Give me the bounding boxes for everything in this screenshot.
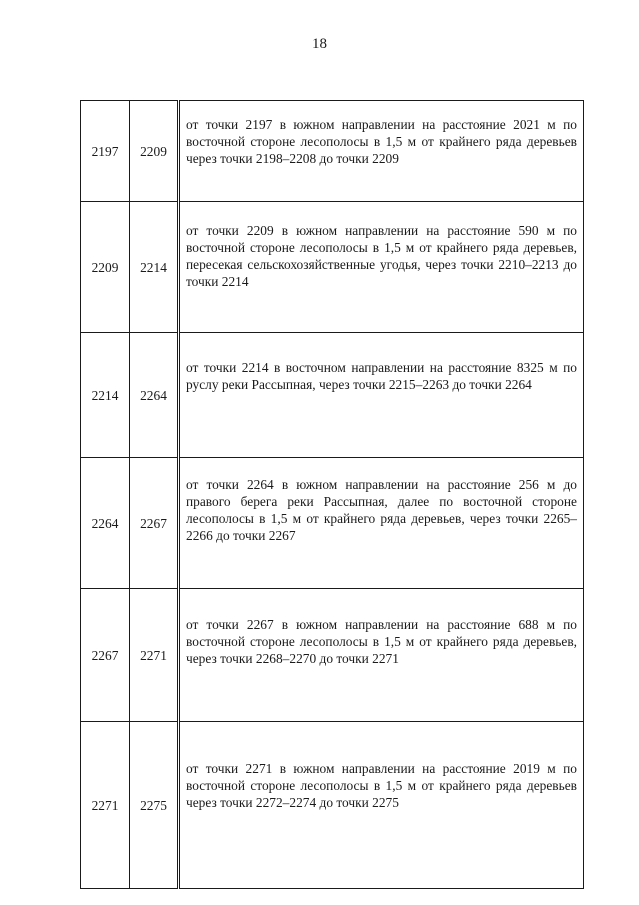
table-row bbox=[81, 202, 584, 333]
table-row bbox=[81, 458, 584, 589]
to-point-cell: 2267 bbox=[130, 458, 179, 589]
description-text: от точки 2271 в южном направлении на расстояние 2019 м по восточной стороне лесополосы в 1,5 м от крайнего ряда деревьев через точки 2272–2274 до точки 2275 bbox=[186, 761, 577, 810]
from-point-cell: 2209 bbox=[81, 202, 130, 333]
to-point-cell: 2275 bbox=[130, 722, 179, 889]
boundary-points-table bbox=[80, 100, 584, 889]
table-row bbox=[81, 589, 584, 722]
description-text: от точки 2267 в южном направлении на расстояние 688 м по восточной стороне лесополосы в 1,5 м от крайнего ряда деревьев, через точки 2268–2270 до точки 2271 bbox=[186, 617, 577, 666]
description-text: от точки 2264 в южном направлении на расстояние 256 м до правого берега реки Рассыпная, далее по восточной стороне лесополосы в 1,5 м от крайнего ряда деревьев, через точки 2265–2266 до точки 2267 bbox=[186, 477, 577, 543]
to-point-cell: 2209 bbox=[130, 101, 179, 202]
page-number: 18 bbox=[312, 36, 327, 52]
to-point-cell: 2271 bbox=[130, 589, 179, 722]
from-point-cell: 2197 bbox=[81, 101, 130, 202]
description-cell bbox=[179, 202, 584, 333]
to-point-cell: 2214 bbox=[130, 202, 179, 333]
table-row bbox=[81, 722, 584, 889]
description-cell bbox=[179, 722, 584, 889]
description-cell bbox=[179, 589, 584, 722]
description-text: от точки 2197 в южном направлении на расстояние 2021 м по восточной стороне лесополосы в 1,5 м от крайнего ряда деревьев через точки 2198–2208 до точки 2209 bbox=[186, 117, 577, 166]
description-cell bbox=[179, 333, 584, 458]
description-text: от точки 2214 в восточном направлении на расстояние 8325 м по руслу реки Рассыпная, через точки 2215–2263 до точки 2264 bbox=[186, 360, 577, 392]
description-cell bbox=[179, 458, 584, 589]
description-cell bbox=[179, 101, 584, 202]
from-point-cell: 2271 bbox=[81, 722, 130, 889]
to-point-cell: 2264 bbox=[130, 333, 179, 458]
from-point-cell: 2267 bbox=[81, 589, 130, 722]
table-row bbox=[81, 101, 584, 202]
description-text: от точки 2209 в южном направлении на расстояние 590 м по восточной стороне лесополосы в 1,5 м от крайнего ряда деревьев, пересекая сельскохозяйственные угодья, через точки 2210–2213 до точки 2214 bbox=[186, 223, 577, 289]
from-point-cell: 2264 bbox=[81, 458, 130, 589]
table-row bbox=[81, 333, 584, 458]
from-point-cell: 2214 bbox=[81, 333, 130, 458]
